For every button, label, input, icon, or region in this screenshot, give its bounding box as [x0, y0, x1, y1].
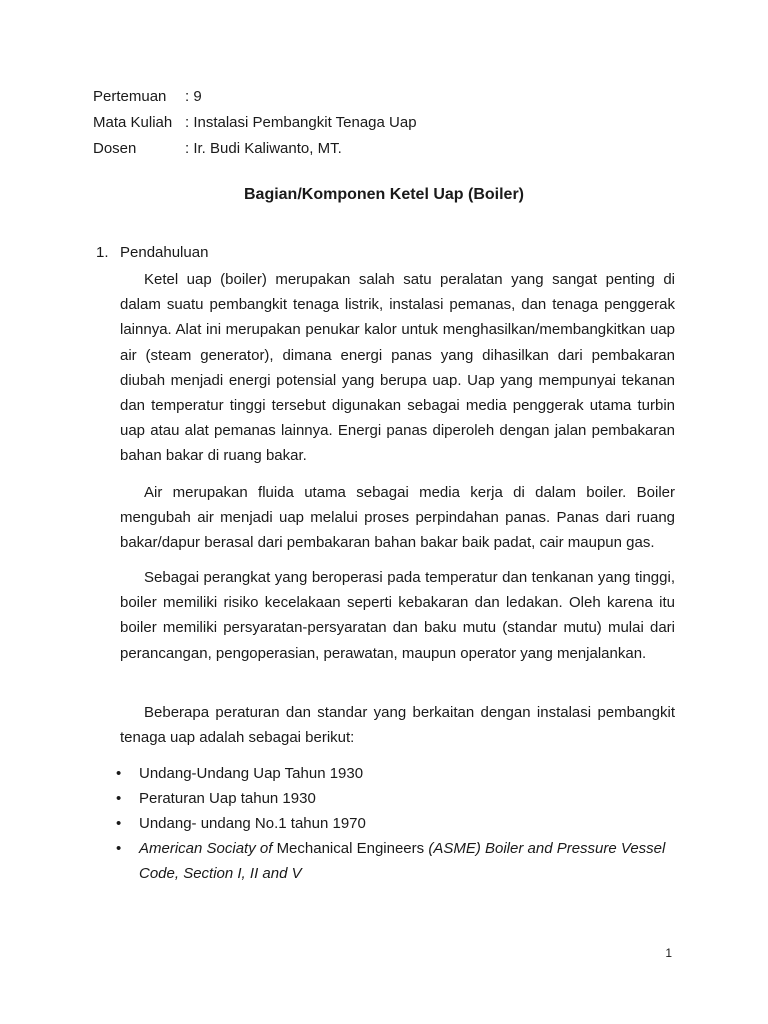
paragraph-intro: Ketel uap (boiler) merupakan salah satu peralatan yang sangat penting di dalam suatu pembangkit tenaga listrik, instalasi pemanas, dan tenaga penggerak lainnya. Alat ini merupakan penukar kalor untuk menghasilkan/membangkitkan uap air (steam generator), dimana energi panas yang dihasilkan dari pembakaran diubah menjadi energi potensial yang berupa uap. Uap yang mempunyai tekanan dan temperatur tinggi tersebut digunakan sebagai media penggerak utama turbin uap atau alat pemanas lainnya. Energi panas diperoleh dengan jalan pembakaran bahan bakar di ruang bakar.	[120, 271, 675, 465]
meta-row-lecturer	[93, 136, 417, 162]
document-title: Bagian/Komponen Ketel Uap (Boiler)	[243, 186, 525, 203]
meta-value: : Instalasi Pembangkit Tenaga Uap	[185, 114, 417, 131]
list-item	[116, 836, 686, 886]
paragraph-water: Air merupakan fluida utama sebagai media kerja di dalam boiler. Boiler mengubah air menjadi uap melalui proses perpindahan panas. Panas dari ruang bakar/dapur berasal dari pembakaran bahan bakar baik padat, cair maupun gas.	[120, 484, 675, 552]
meta-row-meeting	[93, 84, 417, 110]
paragraph-regulations: Beberapa peraturan dan standar yang berkaitan dengan instalasi pembangkit tenaga uap adalah sebagai berikut:	[120, 704, 675, 747]
section-title: Pendahuluan	[120, 244, 209, 261]
list-item-text: Peraturan Uap tahun 1930	[139, 790, 316, 807]
meta-row-course	[93, 110, 417, 136]
list-item-text: Undang- undang No.1 tahun 1970	[139, 815, 366, 832]
bullet-icon: •	[116, 840, 122, 857]
list-item-text: Undang-Undang Uap Tahun 1930	[139, 765, 364, 782]
section-number: 1.	[96, 244, 109, 261]
list-item	[116, 786, 686, 811]
bullet-icon: •	[116, 790, 122, 807]
asme-text-upright: Mechanical Engineers	[276, 840, 425, 857]
asme-text-italic: American Sociaty of	[139, 840, 277, 857]
section-heading	[96, 244, 208, 261]
regulation-list	[116, 761, 686, 886]
meta-value: : Ir. Budi Kaliwanto, MT.	[185, 140, 342, 157]
bullet-icon: •	[116, 765, 122, 782]
list-item	[116, 761, 686, 786]
list-item-text	[139, 840, 665, 882]
asme-text-italic-end: (ASME) Boiler and Pressure Vessel Code, Section I, II and V	[139, 840, 666, 882]
meta-label: Mata Kuliah	[93, 114, 173, 131]
meta-label: Dosen	[93, 140, 137, 157]
course-info	[93, 84, 417, 162]
meta-label: Pertemuan	[93, 88, 167, 105]
bullet-icon: •	[116, 815, 122, 832]
list-item	[116, 811, 686, 836]
page-number: 1	[665, 946, 672, 960]
meta-value: : 9	[185, 88, 202, 105]
paragraph-safety: Sebagai perangkat yang beroperasi pada temperatur dan tenkanan yang tinggi, boiler memiliki risiko kecelakaan seperti kebakaran dan ledakan. Oleh karena itu boiler memiliki persyaratan-persyaratan dan baku mutu (standar mutu) mulai dari perancangan, pengoperasian, perawatan, maupun operator yang menjalankan.	[120, 569, 675, 662]
